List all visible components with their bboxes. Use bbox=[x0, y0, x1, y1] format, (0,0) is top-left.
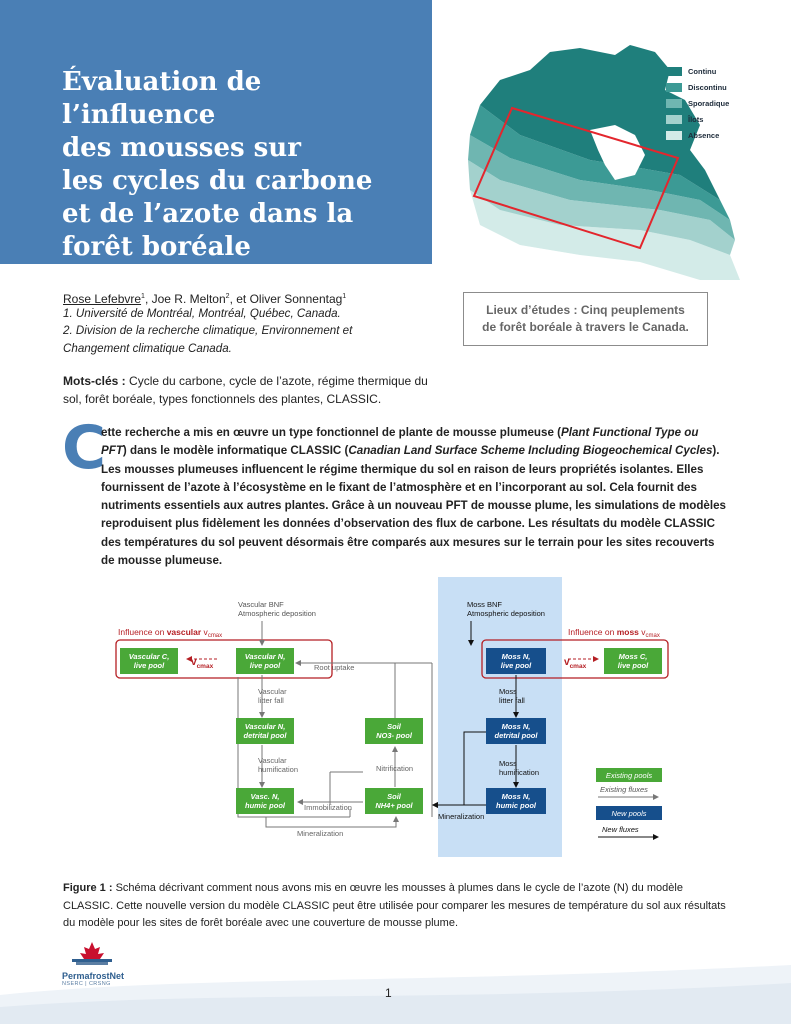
keywords bbox=[63, 372, 435, 408]
caption-label: Figure 1 : bbox=[63, 882, 113, 894]
soil-nh4-pool bbox=[365, 788, 423, 814]
legend-item bbox=[666, 96, 729, 110]
legend-new-pools: New pools bbox=[611, 809, 647, 818]
influence-vascular-label: Influence on vascular $v_{cmax}$ bbox=[118, 627, 223, 639]
nitrogen-cycle-diagram bbox=[112, 577, 674, 857]
author-name: , et Oliver Sonnentag bbox=[229, 292, 343, 306]
moss-input-line2: Atmospheric deposition bbox=[467, 609, 545, 618]
svg-text:Vasc. N,: Vasc. N, bbox=[250, 792, 280, 801]
affiliation: 2. Division de la recherche climatique, Environnement et Changement climatique Canada. bbox=[63, 324, 353, 355]
intro-line bbox=[63, 424, 727, 442]
intro-text: ) dans le modèle informatique CLASSIC ( bbox=[122, 444, 349, 458]
logo-name: PermafrostNet bbox=[62, 971, 125, 981]
legend-label: Îlots bbox=[688, 114, 704, 124]
permafrostnet-logo bbox=[62, 940, 125, 987]
svg-text:detrital pool: detrital pool bbox=[243, 731, 287, 740]
author-sup: 2 bbox=[225, 293, 230, 300]
moss-n-humic-pool bbox=[486, 788, 546, 814]
vasc-n-humic-pool bbox=[236, 788, 294, 814]
svg-text:NH4+ pool: NH4+ pool bbox=[375, 801, 413, 810]
legend-existing-fluxes: Existing fluxes bbox=[600, 785, 648, 794]
study-sites-text: Lieux d’études : Cinq peuplements de forêt boréale à travers le Canada. bbox=[482, 303, 689, 334]
affiliation: 1. Université de Montréal, Montréal, Québec, Canada. bbox=[63, 307, 341, 320]
map-legend bbox=[666, 64, 729, 144]
intro-body: Les mousses plumeuses influencent le régime thermique du sol en raison de leurs propriétés isolantes. Elles fournissent de l’azote à l’écosystème en le fixant de l’atmosphère et en l’incorporant au sol. Cela fournit des nutriments essentiels aux autres plantes. Grâce à un nouveau PFT de mousse plume, les simulations de modèles reproduisent plus fidèlement les données d’observation des flux de carbone. Les résultats du modèle CLASSIC des températures du sol peuvent désormais être comparés aux mesures sur le terrain pour les sites recouverts de mousse plumeuse. bbox=[101, 462, 726, 568]
author-name: Rose Lefebvre bbox=[63, 292, 142, 306]
moss-n-detrital-pool bbox=[486, 718, 546, 744]
svg-text:live pool: live pool bbox=[617, 661, 649, 670]
svg-text:NO3- pool: NO3- pool bbox=[376, 731, 412, 740]
svg-text:Soil: Soil bbox=[387, 722, 401, 731]
svg-text:live pool: live pool bbox=[500, 661, 532, 670]
diagram-legend bbox=[596, 768, 662, 837]
legend-item bbox=[666, 128, 729, 142]
vascular-litter-label: Vascular bbox=[258, 687, 287, 696]
svg-text:Moss N,: Moss N, bbox=[501, 722, 531, 731]
svg-text:Vascular N,: Vascular N, bbox=[244, 722, 286, 731]
influence-moss-label: Influence on moss $v_{cmax}$ bbox=[568, 627, 660, 639]
root-uptake-label: Root uptake bbox=[314, 663, 355, 672]
intro-text: ette recherche a mis en œuvre un type fonctionnel de plante de mousse plumeuse ( bbox=[101, 426, 561, 439]
svg-text:Vascular C,: Vascular C, bbox=[128, 652, 170, 661]
page-number: 1 bbox=[385, 986, 392, 1000]
vascular-n-detrital-pool bbox=[236, 718, 294, 744]
legend-label: Absence bbox=[688, 130, 720, 140]
intro-italic: Canadian Land Surface Scheme Including Biogeochemical Cycles bbox=[348, 444, 713, 458]
legend-label: Continu bbox=[688, 66, 717, 76]
intro-line bbox=[63, 442, 727, 460]
moss-mineral-label: Mineralization bbox=[438, 812, 485, 821]
intro-text: ). bbox=[712, 444, 720, 458]
svg-text:Moss N,: Moss N, bbox=[501, 792, 531, 801]
legend-existing-pools: Existing pools bbox=[605, 771, 653, 780]
soil-no3-pool bbox=[365, 718, 423, 744]
vcmax-vascular-text: $v_{cmax}$ bbox=[191, 657, 214, 670]
drop-cap: C bbox=[62, 413, 107, 483]
mineralization-label: Mineralization bbox=[297, 829, 344, 838]
intro-paragraph bbox=[63, 424, 727, 570]
page-title: Évaluation de l’influence des mousses sur les cycles du carbone et de l’azote dans la forêt boréale bbox=[62, 67, 373, 262]
figure-caption bbox=[63, 880, 727, 933]
legend-item bbox=[666, 64, 729, 78]
keywords-label: Mots-clés : bbox=[63, 374, 126, 388]
maple-leaf-icon bbox=[62, 940, 122, 966]
moss-input-line1: Moss BNF bbox=[467, 600, 503, 609]
svg-text:Vascular N,: Vascular N, bbox=[244, 652, 286, 661]
svg-text:live pool: live pool bbox=[249, 661, 281, 670]
svg-text:Soil: Soil bbox=[387, 792, 401, 801]
vascular-humif-label: Vascular bbox=[258, 756, 287, 765]
vascular-input-line2: Atmospheric deposition bbox=[238, 609, 316, 618]
intro-italic: Plant Functional Type ou bbox=[561, 426, 699, 439]
svg-text:humification: humification bbox=[499, 768, 540, 777]
moss-c-pool bbox=[604, 648, 662, 674]
legend-swatch bbox=[666, 99, 682, 108]
svg-text:litter fall: litter fall bbox=[258, 696, 284, 705]
vcmax-moss-text: $v_{cmax}$ bbox=[564, 657, 587, 670]
author-sup: 1 bbox=[141, 293, 145, 300]
vascular-c-pool bbox=[120, 648, 178, 674]
vascular-n-live-pool bbox=[236, 648, 294, 674]
logo-sub: NSERC | CRSNG bbox=[62, 981, 111, 987]
legend-item bbox=[666, 80, 729, 94]
intro-italic: PFT bbox=[101, 444, 123, 458]
legend-item bbox=[666, 112, 729, 126]
legend-label: Sporadique bbox=[688, 98, 730, 108]
svg-text:humic pool: humic pool bbox=[496, 801, 536, 810]
svg-text:live pool: live pool bbox=[133, 661, 165, 670]
svg-text:humic pool: humic pool bbox=[245, 801, 285, 810]
moss-n-live-pool bbox=[486, 648, 546, 674]
vascular-input-line1: Vascular BNF bbox=[238, 600, 284, 609]
svg-text:litter fall: litter fall bbox=[499, 696, 525, 705]
nitrification-label: Nitrification bbox=[376, 764, 414, 773]
svg-text:Moss C,: Moss C, bbox=[618, 652, 648, 661]
legend-swatch bbox=[666, 115, 682, 124]
legend-swatch bbox=[666, 131, 682, 140]
legend-label: Discontinu bbox=[688, 82, 727, 92]
moss-humif-label: Moss bbox=[499, 759, 517, 768]
legend-new-fluxes: New fluxes bbox=[602, 825, 639, 834]
immobilization-label: Immobilization bbox=[304, 803, 352, 812]
moss-litter-label: Moss bbox=[499, 687, 517, 696]
author-name: , Joe R. Melton bbox=[144, 292, 226, 306]
svg-text:detrital pool: detrital pool bbox=[494, 731, 538, 740]
keywords-text: Cycle du carbone, cycle de l’azote, régime thermique du sol, forêt boréale, types fonctionnels des plantes, CLASSIC. bbox=[63, 374, 428, 406]
legend-swatch bbox=[666, 67, 682, 76]
caption-text: Schéma décrivant comment nous avons mis en œuvre les mousses à plumes dans le cycle de l’azote (N) du modèle CLASSIC. Cette nouvelle version du modèle CLASSIC peut être utilisée pour comparer les mesures de température du sol aux résultats du modèle pour les sites de forêt boréale avec une couverture de mousse plume. bbox=[63, 882, 726, 929]
svg-text:humification: humification bbox=[258, 765, 299, 774]
svg-text:Moss N,: Moss N, bbox=[501, 652, 531, 661]
author-sup: 1 bbox=[342, 293, 347, 300]
mineralization-arrow bbox=[266, 817, 396, 827]
legend-swatch bbox=[666, 83, 682, 92]
study-sites-box bbox=[463, 292, 708, 346]
